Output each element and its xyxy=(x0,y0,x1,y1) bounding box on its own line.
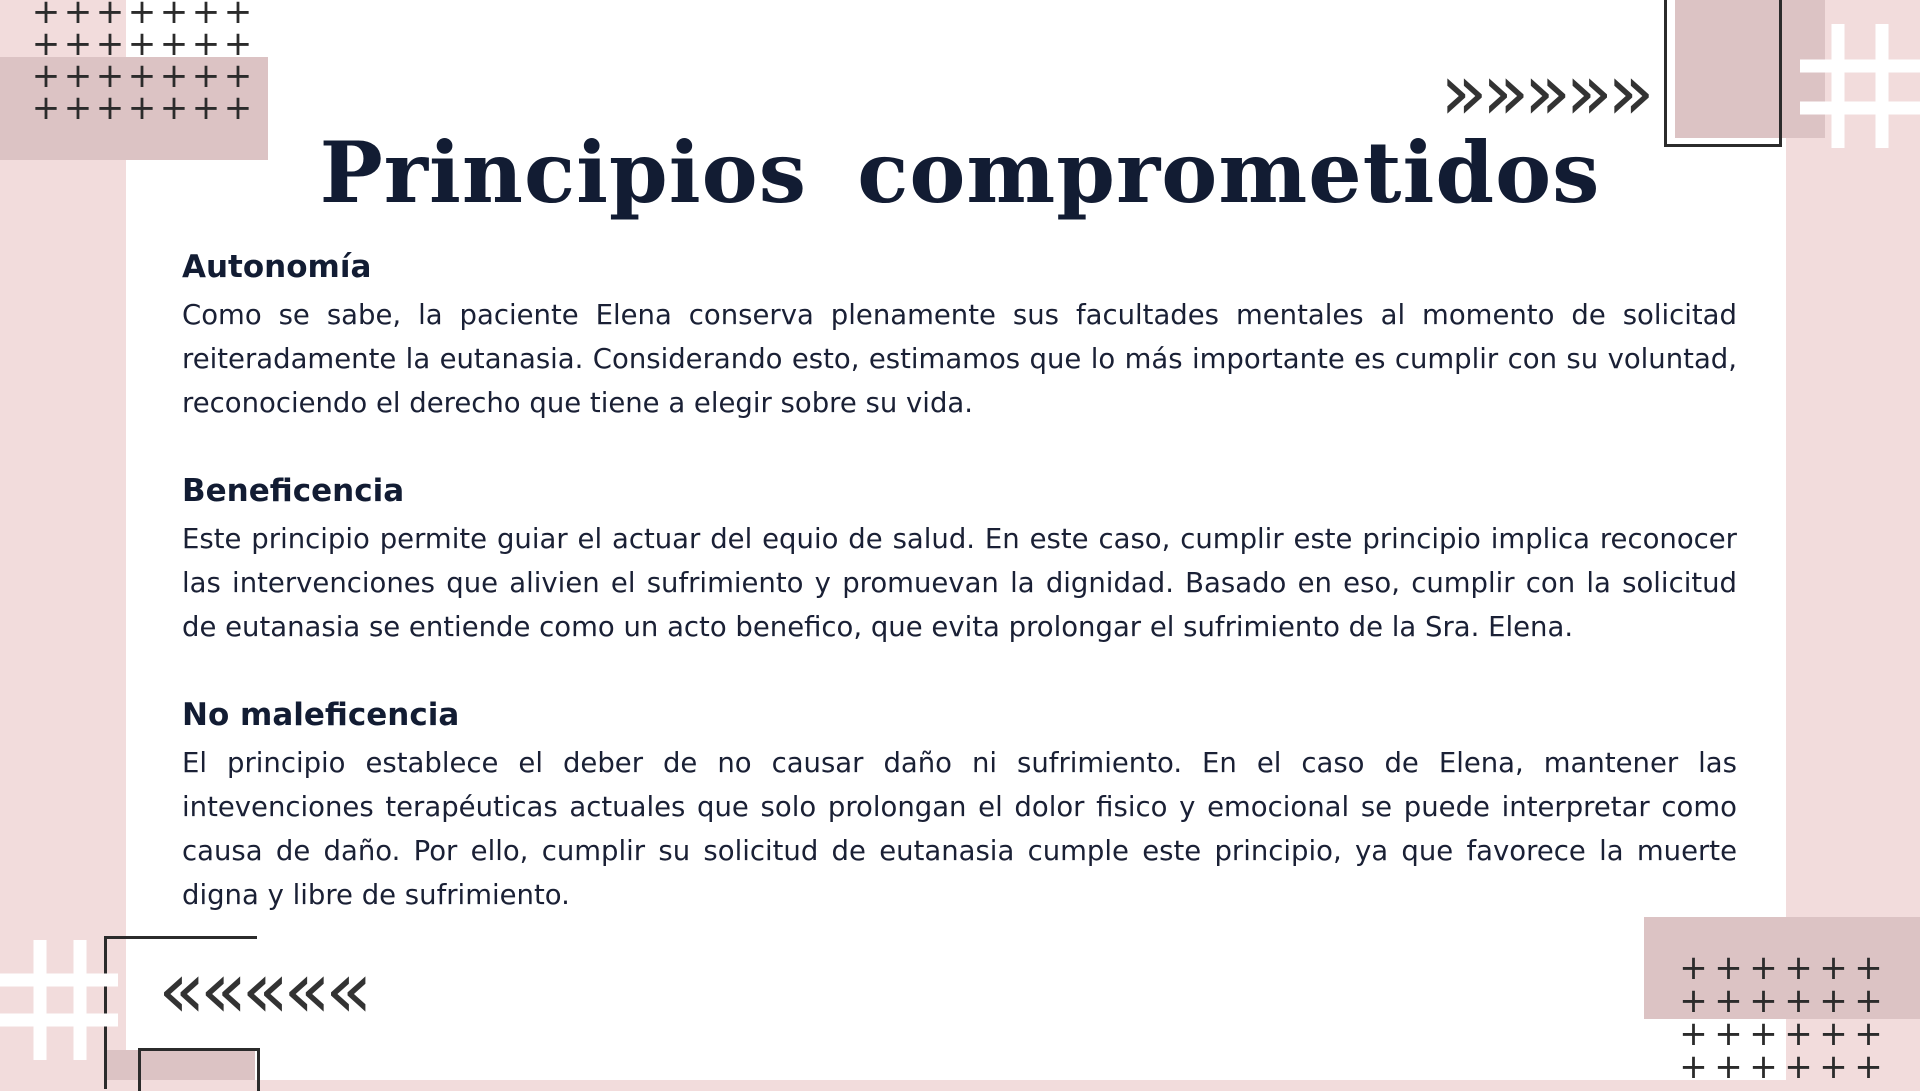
plus-icon: + xyxy=(95,88,125,128)
plus-icon: + xyxy=(159,88,189,128)
plus-icon: + xyxy=(1819,981,1848,1021)
plus-icon: + xyxy=(127,88,157,128)
plus-icon: + xyxy=(1819,1014,1848,1054)
chevron-icon: » xyxy=(1523,48,1566,138)
section-heading: No maleficencia xyxy=(182,697,460,733)
plus-icon: + xyxy=(1714,1014,1743,1054)
section-no-maleficencia xyxy=(182,693,1737,917)
plus-icon: + xyxy=(1819,948,1848,988)
plus-icon: + xyxy=(1784,981,1813,1021)
plus-icon: + xyxy=(63,56,93,96)
chevron-icon: » xyxy=(1565,48,1607,138)
chevron-icon: « xyxy=(324,946,367,1036)
plus-icon: + xyxy=(223,24,253,64)
plus-icon: + xyxy=(1749,948,1778,988)
plus-icon: + xyxy=(1679,1047,1708,1087)
plus-icon: + xyxy=(95,0,125,32)
plus-icon: + xyxy=(223,0,253,32)
plus-icon: + xyxy=(127,56,157,96)
section-heading: Beneficencia xyxy=(182,473,405,509)
plus-icon: + xyxy=(31,0,61,32)
plus-icon: + xyxy=(63,0,93,32)
plus-icon: + xyxy=(191,0,221,32)
plus-icon: + xyxy=(95,24,125,64)
plus-icon: + xyxy=(1784,948,1813,988)
plus-icon: + xyxy=(191,88,221,128)
section-heading: Autonomía xyxy=(182,249,372,285)
section-body: El principio establece el deber de no causar daño ni sufrimiento. En el caso de Elena, mantener las intevenciones terapéuticas actuales que solo prolongan el dolor fisico y emocional se puede interpretar como causa de daño. Por ello, cumplir su solicitud de eutanasia cumple este principio, ya que favorece la muerte digna y libre de sufrimiento. xyxy=(182,747,1737,911)
plus-pattern-top-left-icon xyxy=(30,0,254,128)
plus-icon: + xyxy=(1854,981,1883,1021)
plus-pattern-bottom-right-icon xyxy=(1676,948,1886,1087)
plus-icon: + xyxy=(159,24,189,64)
chevron-icon: » xyxy=(1606,48,1649,138)
plus-icon: + xyxy=(1749,981,1778,1021)
section-beneficencia xyxy=(182,469,1737,649)
plus-icon: + xyxy=(63,88,93,128)
plus-icon: + xyxy=(1854,1014,1883,1054)
plus-icon: + xyxy=(31,56,61,96)
plus-icon: + xyxy=(31,88,61,128)
plus-icon: + xyxy=(159,0,189,32)
plus-icon: + xyxy=(1679,981,1708,1021)
chevron-icon: » xyxy=(1440,48,1482,138)
plus-icon: + xyxy=(1679,1014,1708,1054)
section-body: Como se sabe, la paciente Elena conserva plenamente sus facultades mentales al momento de solicitad reiteradamente la eutanasia. Considerando esto, estimamos que lo más importante es cumplir con su voluntad, reconociendo el derecho que tiene a elegir sobre su vida. xyxy=(182,299,1737,419)
plus-icon: + xyxy=(95,56,125,96)
plus-icon: + xyxy=(31,24,61,64)
plus-icon: + xyxy=(1714,981,1743,1021)
chevrons-left-icon xyxy=(158,946,367,1036)
section-autonomia xyxy=(182,245,1737,425)
chevron-icon: » xyxy=(1481,48,1524,138)
plus-icon: + xyxy=(191,56,221,96)
plus-icon: + xyxy=(1854,948,1883,988)
plus-icon: + xyxy=(223,56,253,96)
chevron-icon: « xyxy=(283,946,325,1036)
plus-icon: + xyxy=(1749,1014,1778,1054)
plus-icon: + xyxy=(1679,948,1708,988)
plus-icon: + xyxy=(63,24,93,64)
plus-icon: + xyxy=(223,88,253,128)
plus-icon: + xyxy=(1714,948,1743,988)
chevron-icon: « xyxy=(241,946,284,1036)
plus-icon: + xyxy=(1784,1047,1813,1087)
chevron-icon: « xyxy=(158,946,200,1036)
section-body: Este principio permite guiar el actuar del equio de salud. En este caso, cumplir este principio implica reconocer las intervenciones que alivien el sufrimiento y promuevan la dignidad. Basado en eso, cumplir con la solicitud de eutanasia se entiende como un acto benefico, que evita prolongar el sufrimiento de la Sra. Elena. xyxy=(182,523,1737,643)
plus-icon: + xyxy=(127,0,157,32)
chevron-icon: « xyxy=(199,946,242,1036)
plus-icon: + xyxy=(1854,1047,1883,1087)
hash-bottom-left-icon xyxy=(0,940,118,1060)
plus-icon: + xyxy=(1819,1047,1848,1087)
plus-icon: + xyxy=(1784,1014,1813,1054)
plus-icon: + xyxy=(1749,1047,1778,1087)
slide-title: Principios comprometidos xyxy=(319,123,1601,222)
plus-icon: + xyxy=(1714,1047,1743,1087)
plus-icon: + xyxy=(191,24,221,64)
content-body xyxy=(182,245,1737,961)
plus-icon: + xyxy=(159,56,189,96)
plus-icon: + xyxy=(127,24,157,64)
decor-outline-bottom-left-inner xyxy=(138,1048,260,1091)
